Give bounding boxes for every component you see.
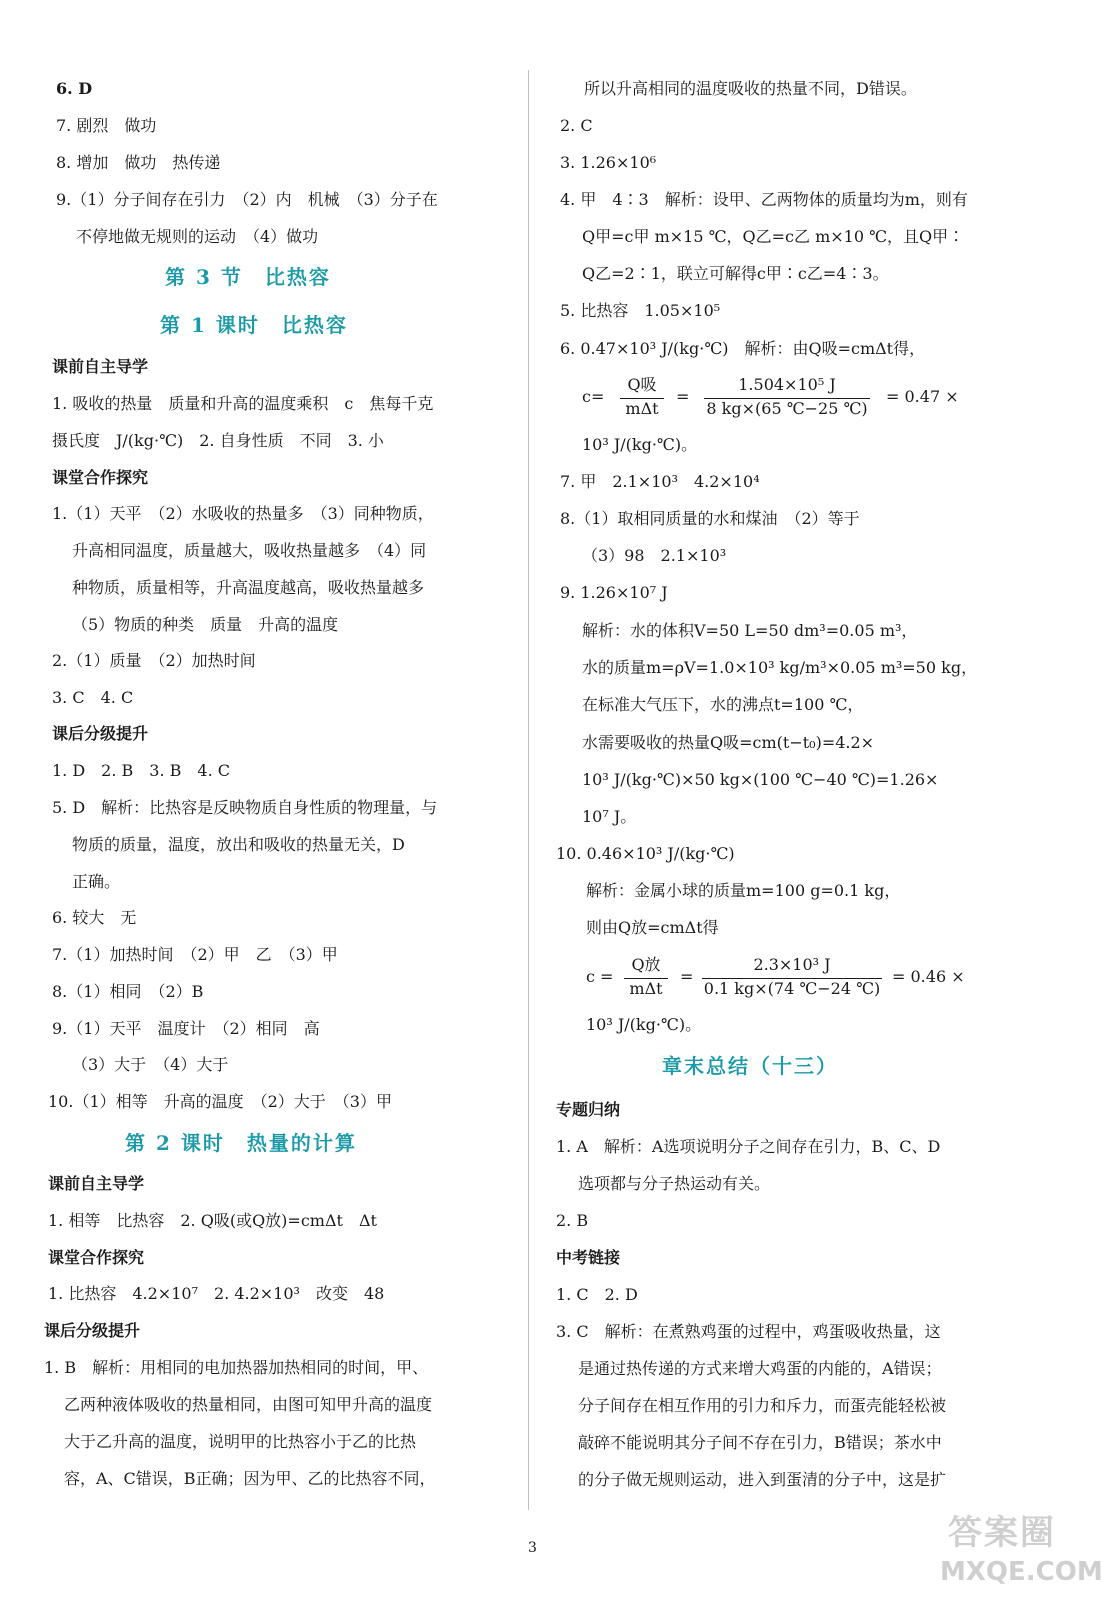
text-line: 10³ J/(kg·℃)×50 kg×(100 ℃−40 ℃)=1.26× [582, 770, 939, 789]
text-line: 1. B 解析：用相同的电加热器加热相同的时间，甲、 [44, 1358, 429, 1377]
formula-denominator: mΔt [629, 979, 663, 998]
text-line: 8.（1）相同 （2）B [52, 982, 204, 1001]
section-heading: 第 1 课时 比热容 [160, 313, 348, 337]
text-line: 5. 比热容 1.05×10⁵ [560, 301, 721, 320]
text-line: 1. 相等 比热容 2. Q吸(或Q放)=cmΔt Δt [48, 1211, 377, 1230]
formula-equals: = [676, 387, 690, 406]
text-line: 3. C 解析：在煮熟鸡蛋的过程中，鸡蛋吸收热量，这 [556, 1322, 941, 1341]
formula-denominator: mΔt [625, 399, 659, 418]
text-line: 10³ J/(kg·℃)。 [586, 1015, 702, 1034]
column-divider [528, 70, 529, 1510]
text-line: 7. 甲 2.1×10³ 4.2×10⁴ [560, 472, 760, 491]
formula-lhs: c= [582, 387, 605, 406]
text-line: 2. B [556, 1211, 589, 1230]
text-line: 课堂合作探究 [48, 1248, 145, 1267]
text-line: 10. 0.46×10³ J/(kg·℃) [556, 844, 735, 863]
text-line: 水的质量m=ρV=1.0×10³ kg/m³×0.05 m³=50 kg， [582, 658, 978, 677]
text-line: 的分子做无规则运动，进入到蛋清的分子中，这是扩 [578, 1470, 947, 1489]
formula-denominator: 8 kg×(65 ℃−25 ℃) [706, 399, 868, 418]
section-heading: 章末总结（十三） [662, 1054, 838, 1078]
text-line: 1. 比热容 4.2×10⁷ 2. 4.2×10³ 改变 48 [48, 1284, 385, 1303]
text-line: 9.（1）分子间存在引力 （2）内 机械 （3）分子在 [56, 190, 438, 209]
text-line: 1. D 2. B 3. B 4. C [52, 761, 230, 780]
text-line: 摄氏度 J/(kg·℃) 2. 自身性质 不同 3. 小 [52, 431, 384, 450]
formula-denominator: 0.1 kg×(74 ℃−24 ℃) [703, 979, 881, 998]
page-number: 3 [528, 1540, 537, 1556]
formula-equals: = [680, 967, 694, 986]
text-line: 所以升高相同的温度吸收的热量不同，D错误。 [584, 79, 917, 98]
text-line: 中考链接 [556, 1248, 621, 1267]
text-line: 容，A、C错误，B正确；因为甲、乙的比热容不同， [64, 1469, 436, 1488]
text-line: 种物质，质量相等，升高温度越高，吸收热量越多 [72, 578, 425, 597]
text-line: 乙两种液体吸收的热量相同，由图可知甲升高的温度 [64, 1395, 433, 1414]
text-line: 1. 吸收的热量 质量和升高的温度乘积 c 焦每千克 [52, 394, 434, 413]
text-line: 课前自主导学 [52, 357, 149, 376]
text-line: 是通过热传递的方式来增大鸡蛋的内能的，A错误； [578, 1359, 942, 1378]
text-line: 10⁷ J。 [582, 807, 637, 826]
text-line: 3. 1.26×10⁶ [560, 153, 657, 172]
text-line: 7. 剧烈 做功 [56, 116, 157, 135]
text-line: 不停地做无规则的运动 （4）做功 [76, 227, 319, 246]
text-line: 选项都与分子热运动有关。 [578, 1174, 771, 1193]
text-line: 课前自主导学 [48, 1174, 145, 1193]
text-line: 9. 1.26×10⁷ J [560, 583, 668, 602]
text-line: 2. C [560, 116, 593, 135]
text-line: 课堂合作探究 [52, 468, 149, 487]
text-line: 10³ J/(kg·℃)。 [582, 435, 698, 454]
text-line: 敲碎不能说明其分子间不存在引力，B错误；茶水中 [578, 1433, 942, 1452]
text-line: 大于乙升高的温度，说明甲的比热容小于乙的比热 [64, 1432, 417, 1451]
text-line: 7.（1）加热时间 （2）甲 乙 （3）甲 [52, 945, 338, 964]
text-line: 分子间存在相互作用的引力和斥力，而蛋壳能轻松被 [578, 1396, 947, 1415]
text-line: 5. D 解析：比热容是反映物质自身性质的物理量，与 [52, 798, 438, 817]
section-heading: 第 2 课时 热量的计算 [125, 1131, 357, 1155]
text-line: 6. 0.47×10³ J/(kg·℃) 解析：由Q吸=cmΔt得， [560, 339, 926, 358]
section-heading: 第 3 节 比热容 [165, 265, 331, 289]
text-line: 水需要吸收的热量Q吸=cm(t−t₀)=4.2× [582, 733, 875, 752]
text-line: 正确。 [72, 872, 121, 891]
text-line: 专题归纳 [556, 1100, 621, 1119]
text-line: 则由Q放=cmΔt得 [586, 918, 719, 937]
text-line: Q乙=2∶1，联立可解得c甲∶c乙=4∶3。 [582, 264, 889, 283]
text-line: 在标准大气压下，水的沸点t=100 ℃， [582, 695, 864, 714]
text-line: 物质的质量，温度，放出和吸收的热量无关，D [72, 835, 405, 854]
text-line: 1. C 2. D [556, 1285, 638, 1304]
formula-numerator: Q放 [631, 955, 661, 974]
formula-result: = 0.46 × [892, 967, 965, 986]
text-line: 解析：水的体积V=50 L=50 dm³=0.05 m³， [582, 621, 918, 640]
text-line: 8.（1）取相同质量的水和煤油 （2）等于 [560, 509, 860, 528]
text-line: 6. 较大 无 [52, 908, 137, 927]
text-line: （5）物质的种类 质量 升高的温度 [72, 615, 339, 634]
watermark-text: 答案圈 [948, 1513, 1056, 1553]
formula-numerator: 2.3×10³ J [753, 955, 831, 974]
text-line: 1.（1）天平 （2）水吸收的热量多 （3）同种物质， [52, 504, 434, 523]
text-line: （3）98 2.1×10³ [582, 546, 727, 565]
watermark-logo [938, 1505, 1103, 1595]
text-line: 升高相同温度，质量越大，吸收热量越多 （4）同 [72, 541, 427, 560]
formula-result: = 0.47 × [886, 387, 959, 406]
text-line: 课后分级提升 [44, 1321, 141, 1340]
text-line: 1. A 解析：A选项说明分子之间存在引力，B、C、D [556, 1137, 941, 1156]
text-line: （3）大于 （4）大于 [72, 1055, 229, 1074]
formula-numerator: Q吸 [627, 375, 657, 394]
text-line: 课后分级提升 [52, 724, 149, 743]
text-line: 3. C 4. C [52, 688, 134, 707]
text-line: 解析：金属小球的质量m=100 g=0.1 kg， [586, 881, 901, 900]
text-line: Q甲=c甲 m×15 ℃，Q乙=c乙 m×10 ℃，且Q甲∶ [582, 227, 965, 246]
text-line: 6. D [56, 79, 93, 98]
text-line: 4. 甲 4∶3 解析：设甲、乙两物体的质量均为m，则有 [560, 190, 968, 209]
watermark-url: MXQE.COM [940, 1557, 1103, 1587]
text-line: 2.（1）质量 （2）加热时间 [52, 651, 256, 670]
text-line: 9.（1）天平 温度计 （2）相同 高 [52, 1019, 320, 1038]
formula-numerator: 1.504×10⁵ J [738, 375, 836, 394]
text-line: 8. 增加 做功 热传递 [56, 153, 221, 172]
formula-lhs: c = [586, 967, 614, 986]
text-line: 10.（1）相等 升高的温度 （2）大于 （3）甲 [48, 1092, 392, 1111]
